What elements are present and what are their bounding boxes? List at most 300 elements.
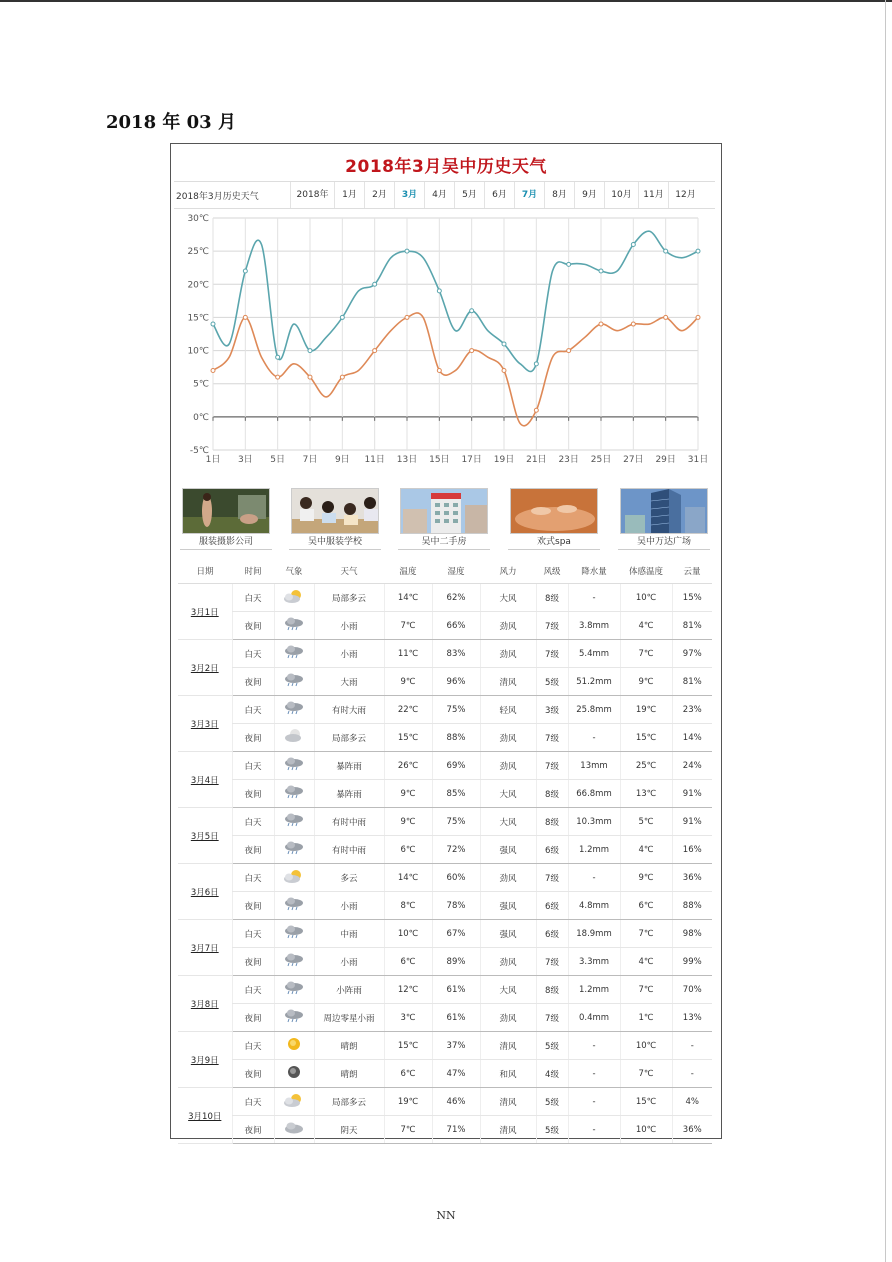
weather-icon-cell (274, 1116, 314, 1144)
weather-cell: 小雨 (314, 640, 384, 668)
humidity-cell: 46% (432, 1088, 480, 1116)
time-cell: 白天 (232, 696, 274, 724)
level-cell: 7级 (536, 864, 568, 892)
weather-cell: 大雨 (314, 668, 384, 696)
time-cell: 白天 (232, 752, 274, 780)
rain-icon (283, 980, 305, 999)
level-cell: 8级 (536, 808, 568, 836)
low-temp-point (664, 315, 668, 319)
column-header: 风力 (480, 559, 536, 584)
high-temp-point (276, 355, 280, 359)
weather-icon-cell (274, 808, 314, 836)
feels-cell: 5℃ (620, 808, 672, 836)
table-row (178, 696, 712, 724)
high-temp-point (373, 282, 377, 286)
rain-icon (283, 672, 305, 691)
x-tick-label: 15日 (429, 455, 450, 465)
weather-icon-cell (274, 584, 314, 612)
precip-cell: 1.2mm (568, 976, 620, 1004)
humidity-cell: 72% (432, 836, 480, 864)
x-tick-label: 29日 (655, 455, 676, 465)
humidity-cell: 88% (432, 724, 480, 752)
table-row (178, 584, 712, 612)
tabs-left-label: 2018年3月历史天气 (176, 192, 259, 202)
level-cell: 5级 (536, 1116, 568, 1144)
feels-cell: 4℃ (620, 612, 672, 640)
cloud-cell: 16% (672, 836, 712, 864)
date-link[interactable]: 3月5日 (178, 808, 232, 864)
level-cell: 6级 (536, 920, 568, 948)
high-temp-point (308, 349, 312, 353)
table-row (178, 976, 712, 1004)
wind-cell: 大风 (480, 584, 536, 612)
y-tick-label: 25℃ (187, 247, 209, 258)
level-cell: 8级 (536, 584, 568, 612)
table-row (178, 1032, 712, 1060)
rain-icon (283, 840, 305, 859)
table-row (178, 612, 712, 640)
feels-cell: 9℃ (620, 864, 672, 892)
wind-cell: 劲风 (480, 864, 536, 892)
wind-cell: 大风 (480, 976, 536, 1004)
date-link[interactable]: 3月1日 (178, 584, 232, 640)
x-tick-label: 5日 (270, 455, 286, 465)
low-temp-point (437, 368, 441, 372)
column-header: 体感温度 (620, 559, 672, 584)
ad-thumbnail[interactable] (398, 486, 490, 550)
cloud-cell: 99% (672, 948, 712, 976)
x-tick-label: 11日 (364, 455, 385, 465)
tab-month-3[interactable]: 3月 (394, 182, 424, 208)
tab-month-8[interactable]: 8月 (544, 182, 574, 208)
humidity-cell: 78% (432, 892, 480, 920)
weather-cell: 有时中雨 (314, 808, 384, 836)
time-cell: 夜间 (232, 892, 274, 920)
weather-cell: 阴天 (314, 1116, 384, 1144)
weather-cell: 小雨 (314, 892, 384, 920)
table-row (178, 1004, 712, 1032)
column-header: 湿度 (432, 559, 480, 584)
weather-icon-cell (274, 1032, 314, 1060)
wind-cell: 清风 (480, 1088, 536, 1116)
low-temp-point (373, 349, 377, 353)
humidity-cell: 67% (432, 920, 480, 948)
humidity-cell: 71% (432, 1116, 480, 1144)
low-temp-point (243, 315, 247, 319)
temp-cell: 15℃ (384, 1032, 432, 1060)
temp-cell: 7℃ (384, 612, 432, 640)
low-temp-point (405, 315, 409, 319)
time-cell: 白天 (232, 584, 274, 612)
cloudy-night-icon (283, 728, 305, 747)
time-cell: 白天 (232, 1088, 274, 1116)
weather-panel (170, 143, 722, 1139)
time-cell: 白天 (232, 1032, 274, 1060)
low-temp-point (340, 375, 344, 379)
cloud-cell: 81% (672, 668, 712, 696)
weather-icon-cell (274, 780, 314, 808)
weather-icon-cell (274, 696, 314, 724)
humidity-cell: 85% (432, 780, 480, 808)
weather-cell: 暴阵雨 (314, 780, 384, 808)
feels-cell: 15℃ (620, 1088, 672, 1116)
date-link[interactable]: 3月10日 (178, 1088, 232, 1144)
cloud-cell: 36% (672, 864, 712, 892)
time-cell: 夜间 (232, 1116, 274, 1144)
low-temp-point (599, 322, 603, 326)
time-cell: 白天 (232, 920, 274, 948)
precip-cell: - (568, 1116, 620, 1144)
temp-cell: 15℃ (384, 724, 432, 752)
level-cell: 7级 (536, 640, 568, 668)
temp-cell: 3℃ (384, 1004, 432, 1032)
time-cell: 白天 (232, 640, 274, 668)
high-temp-point (534, 362, 538, 366)
humidity-cell: 75% (432, 696, 480, 724)
sun-icon (283, 1036, 305, 1055)
wind-cell: 轻风 (480, 696, 536, 724)
feels-cell: 7℃ (620, 1060, 672, 1088)
low-temp-point (470, 349, 474, 353)
x-tick-label: 19日 (493, 455, 515, 465)
cloud-cell: 98% (672, 920, 712, 948)
cloud-cell: 88% (672, 892, 712, 920)
x-tick-label: 13日 (396, 455, 418, 465)
table-row (178, 752, 712, 780)
ad-thumbnail[interactable] (289, 486, 381, 550)
time-cell: 白天 (232, 864, 274, 892)
table-row (178, 892, 712, 920)
page-number: NN (436, 1209, 456, 1222)
weather-icon-cell (274, 668, 314, 696)
time-cell: 夜间 (232, 1060, 274, 1088)
temp-cell: 11℃ (384, 640, 432, 668)
rain-icon (283, 952, 305, 971)
humidity-cell: 69% (432, 752, 480, 780)
humidity-cell: 96% (432, 668, 480, 696)
humidity-cell: 61% (432, 976, 480, 1004)
table-row (178, 724, 712, 752)
feels-cell: 4℃ (620, 836, 672, 864)
tab-month-11[interactable]: 11月 (638, 182, 668, 208)
feels-cell: 13℃ (620, 780, 672, 808)
date-link[interactable]: 3月7日 (178, 920, 232, 976)
column-header: 日期 (178, 559, 232, 584)
ad-caption[interactable]: 服装摄影公司 (180, 535, 272, 550)
month-tabs (174, 181, 715, 209)
tab-month-5[interactable]: 5月 (454, 182, 484, 208)
rain-icon (283, 784, 305, 803)
feels-cell: 1℃ (620, 1004, 672, 1032)
x-tick-label: 27日 (623, 455, 644, 465)
humidity-cell: 66% (432, 612, 480, 640)
feels-cell: 6℃ (620, 892, 672, 920)
wind-cell: 劲风 (480, 752, 536, 780)
weather-icon-cell (274, 612, 314, 640)
ad-thumbnail[interactable] (618, 486, 710, 550)
tab-month-9[interactable]: 9月 (574, 182, 604, 208)
precip-cell: 3.3mm (568, 948, 620, 976)
time-cell: 夜间 (232, 668, 274, 696)
y-tick-label: 10℃ (187, 346, 209, 357)
precip-cell: - (568, 724, 620, 752)
overcast-icon (283, 1120, 305, 1139)
time-cell: 夜间 (232, 836, 274, 864)
ad-caption[interactable]: 吴中万达广场 (618, 535, 710, 550)
level-cell: 6级 (536, 836, 568, 864)
time-cell: 夜间 (232, 1004, 274, 1032)
partly-cloudy-icon (283, 588, 305, 607)
high-temp-point (243, 269, 247, 273)
x-tick-label: 31日 (687, 455, 709, 465)
rain-icon (283, 812, 305, 831)
precip-cell: 25.8mm (568, 696, 620, 724)
precip-cell: 13mm (568, 752, 620, 780)
cloud-cell: 4% (672, 1088, 712, 1116)
feels-cell: 7℃ (620, 920, 672, 948)
level-cell: 7级 (536, 752, 568, 780)
date-link[interactable]: 3月6日 (178, 864, 232, 920)
humidity-cell: 83% (432, 640, 480, 668)
precip-cell: 18.9mm (568, 920, 620, 948)
weather-cell: 小雨 (314, 948, 384, 976)
time-cell: 夜间 (232, 948, 274, 976)
y-tick-label: 0℃ (193, 412, 209, 423)
weather-cell: 晴朗 (314, 1032, 384, 1060)
spa-image[interactable] (510, 488, 598, 534)
high-temp-point (664, 249, 668, 253)
rain-icon (283, 616, 305, 635)
weather-cell: 局部多云 (314, 1088, 384, 1116)
humidity-cell: 47% (432, 1060, 480, 1088)
date-link[interactable]: 3月9日 (178, 1032, 232, 1088)
table-header-row (178, 559, 712, 584)
column-header: 温度 (384, 559, 432, 584)
chart-title: 2018年3月吴中历史天气 (345, 157, 547, 177)
cloud-cell: 36% (672, 1116, 712, 1144)
column-header: 气象 (274, 559, 314, 584)
feels-cell: 9℃ (620, 668, 672, 696)
time-cell: 夜间 (232, 724, 274, 752)
level-cell: 3级 (536, 696, 568, 724)
cloud-cell: 97% (672, 640, 712, 668)
temp-cell: 26℃ (384, 752, 432, 780)
page-heading: 2018 年 03 月 (106, 112, 236, 133)
weather-icon-cell (274, 948, 314, 976)
tab-month-6[interactable]: 6月 (484, 182, 514, 208)
low-temp-point (696, 315, 700, 319)
precip-cell: 10.3mm (568, 808, 620, 836)
ad-caption[interactable]: 吴中服装学校 (289, 535, 381, 550)
high-temp-point (696, 249, 700, 253)
table-row (178, 864, 712, 892)
high-temp-point (599, 269, 603, 273)
y-tick-label: 5℃ (193, 379, 209, 390)
date-link[interactable]: 3月3日 (178, 696, 232, 752)
column-header: 云量 (672, 559, 712, 584)
temp-cell: 19℃ (384, 1088, 432, 1116)
wind-cell: 劲风 (480, 640, 536, 668)
weather-cell: 中雨 (314, 920, 384, 948)
y-tick-label: 30℃ (187, 214, 209, 224)
weather-cell: 小阵雨 (314, 976, 384, 1004)
table-row (178, 1116, 712, 1144)
x-tick-label: 17日 (461, 455, 482, 465)
date-link[interactable]: 3月4日 (178, 752, 232, 808)
wind-cell: 劲风 (480, 612, 536, 640)
table-row (178, 808, 712, 836)
precip-cell: 51.2mm (568, 668, 620, 696)
precip-cell: 1.2mm (568, 836, 620, 864)
table-row (178, 948, 712, 976)
x-tick-label: 3日 (237, 455, 253, 465)
weather-icon-cell (274, 1060, 314, 1088)
cloud-cell: 81% (672, 612, 712, 640)
wind-cell: 大风 (480, 808, 536, 836)
cloud-cell: 24% (672, 752, 712, 780)
level-cell: 5级 (536, 1032, 568, 1060)
weather-icon-cell (274, 724, 314, 752)
low-temp-point (567, 349, 571, 353)
humidity-cell: 75% (432, 808, 480, 836)
top-rule (0, 0, 892, 2)
humidity-cell: 62% (432, 584, 480, 612)
temp-cell: 8℃ (384, 892, 432, 920)
date-link[interactable]: 3月8日 (178, 976, 232, 1032)
tower-image[interactable] (620, 488, 708, 534)
x-tick-label: 1日 (205, 455, 221, 465)
wind-cell: 和风 (480, 1060, 536, 1088)
weather-icon-cell (274, 640, 314, 668)
tab-month-4[interactable]: 4月 (424, 182, 454, 208)
temp-cell: 14℃ (384, 584, 432, 612)
level-cell: 5级 (536, 668, 568, 696)
time-cell: 夜间 (232, 612, 274, 640)
precip-cell: - (568, 864, 620, 892)
precip-cell: 0.4mm (568, 1004, 620, 1032)
ad-caption[interactable]: 吴中二手房 (398, 535, 490, 550)
weather-cell: 局部多云 (314, 724, 384, 752)
level-cell: 7级 (536, 948, 568, 976)
weather-icon-cell (274, 1004, 314, 1032)
y-tick-label: -5℃ (189, 446, 209, 456)
table-row (178, 640, 712, 668)
temp-cell: 9℃ (384, 668, 432, 696)
tab-month-10[interactable]: 10月 (604, 182, 638, 208)
wind-cell: 清风 (480, 1116, 536, 1144)
column-header: 风级 (536, 559, 568, 584)
cloud-cell: 91% (672, 808, 712, 836)
wind-cell: 强风 (480, 836, 536, 864)
x-tick-label: 9日 (334, 455, 350, 465)
temp-cell: 22℃ (384, 696, 432, 724)
temp-cell: 9℃ (384, 780, 432, 808)
wind-cell: 强风 (480, 892, 536, 920)
level-cell: 6级 (536, 892, 568, 920)
high-temp-point (567, 262, 571, 266)
cloud-cell: 23% (672, 696, 712, 724)
level-cell: 8级 (536, 780, 568, 808)
tab-month-7[interactable]: 7月 (514, 182, 544, 208)
column-header: 天气 (314, 559, 384, 584)
cloud-cell: 14% (672, 724, 712, 752)
ad-thumbnail[interactable] (508, 486, 600, 550)
weather-icon-cell (274, 752, 314, 780)
wind-cell: 清风 (480, 1032, 536, 1060)
table-row (178, 836, 712, 864)
column-header: 时间 (232, 559, 274, 584)
table-row (178, 1088, 712, 1116)
tab-month-1[interactable]: 1月 (334, 182, 364, 208)
low-temp-point (276, 375, 280, 379)
cloud-cell: 15% (672, 584, 712, 612)
high-temp-point (470, 309, 474, 313)
tab-year[interactable]: 2018年 (290, 182, 334, 208)
tab-month-2[interactable]: 2月 (364, 182, 394, 208)
temp-cell: 6℃ (384, 948, 432, 976)
precip-cell: - (568, 1032, 620, 1060)
ad-thumbnail[interactable] (180, 486, 272, 550)
cloud-cell: 70% (672, 976, 712, 1004)
weather-cell: 晴朗 (314, 1060, 384, 1088)
rain-icon (283, 924, 305, 943)
weather-icon-cell (274, 864, 314, 892)
high-temp-point (631, 243, 635, 247)
low-temp-point (502, 368, 506, 372)
feels-cell: 10℃ (620, 1032, 672, 1060)
partly-cloudy-icon (283, 868, 305, 887)
tab-month-12[interactable]: 12月 (668, 182, 702, 208)
weather-cell: 局部多云 (314, 584, 384, 612)
temp-cell: 7℃ (384, 1116, 432, 1144)
weather-cell: 有时中雨 (314, 836, 384, 864)
temp-cell: 6℃ (384, 836, 432, 864)
partly-cloudy-icon (283, 1092, 305, 1111)
date-link[interactable]: 3月2日 (178, 640, 232, 696)
feels-cell: 7℃ (620, 976, 672, 1004)
precip-cell: 66.8mm (568, 780, 620, 808)
weather-cell: 有时大雨 (314, 696, 384, 724)
rain-icon (283, 1008, 305, 1027)
table-row (178, 668, 712, 696)
table-row (178, 920, 712, 948)
moon-icon (283, 1064, 305, 1083)
wind-cell: 清风 (480, 668, 536, 696)
x-tick-label: 23日 (558, 455, 579, 465)
building-image[interactable] (400, 488, 488, 534)
time-cell: 白天 (232, 976, 274, 1004)
feels-cell: 7℃ (620, 640, 672, 668)
cloud-cell: 91% (672, 780, 712, 808)
photo-image[interactable] (182, 488, 270, 534)
weather-table (178, 559, 712, 1144)
x-tick-label: 7日 (302, 455, 318, 465)
high-temp-point (340, 315, 344, 319)
weather-cell: 暴阵雨 (314, 752, 384, 780)
low-temp-point (211, 368, 215, 372)
precip-cell: - (568, 1088, 620, 1116)
ad-caption[interactable]: 欢式spa (508, 535, 600, 550)
temp-cell: 12℃ (384, 976, 432, 1004)
school-image[interactable] (291, 488, 379, 534)
low-temp-point (308, 375, 312, 379)
high-temp-point (405, 249, 409, 253)
weather-icon-cell (274, 836, 314, 864)
feels-cell: 10℃ (620, 1116, 672, 1144)
wind-cell: 大风 (480, 780, 536, 808)
level-cell: 4级 (536, 1060, 568, 1088)
high-temp-point (502, 342, 506, 346)
